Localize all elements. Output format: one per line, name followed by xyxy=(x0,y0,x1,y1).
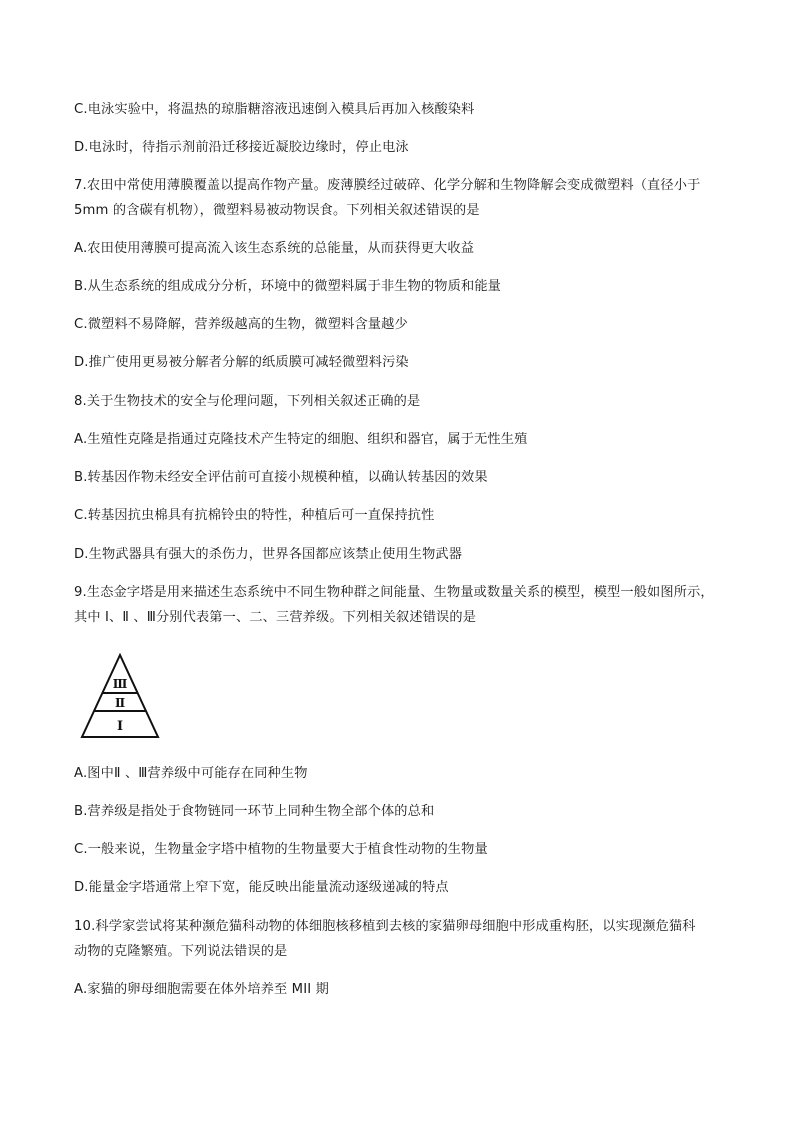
question-9-stem-line-2: 其中 Ⅰ、Ⅱ 、Ⅲ分别代表第一、二、三营养级。下列相关叙述错误的是 xyxy=(74,610,477,625)
question-10-option-a: A.家猫的卵母细胞需要在体外培养至 MII 期 xyxy=(74,982,329,997)
question-7-option-c: C.微塑料不易降解，营养级越高的生物，微塑料含量越少 xyxy=(74,317,408,332)
question-8-option-b: B.转基因作物未经安全评估前可直接小规模种植，以确认转基因的效果 xyxy=(74,470,488,485)
ecological-pyramid-figure xyxy=(80,653,160,739)
question-8-option-d: D.生物武器具有强大的杀伤力，世界各国都应该禁止使用生物武器 xyxy=(74,547,463,562)
question-8-option-a: A.生殖性克隆是指通过克隆技术产生特定的细胞、组织和器官，属于无性生殖 xyxy=(74,432,528,447)
pyramid-label-iii: Ⅲ xyxy=(112,677,128,691)
pyramid-label-ii: Ⅱ xyxy=(114,696,126,710)
pyramid-label-i: Ⅰ xyxy=(116,719,124,734)
question-9-option-b: B.营养级是指处于食物链同一环节上同种生物全部个体的总和 xyxy=(74,804,435,819)
question-7-stem-line-2: 5mm 的含碳有机物），微塑料易被动物误食。下列相关叙述错误的是 xyxy=(74,203,480,218)
question-7-option-b: B.从生态系统的组成成分分析，环境中的微塑料属于非生物的物质和能量 xyxy=(74,279,501,294)
question-9-option-c: C.一般来说，生物量金字塔中植物的生物量要大于植食性动物的生物量 xyxy=(74,842,488,857)
question-10-stem-line-2: 动物的克隆繁殖。下列说法错误的是 xyxy=(74,944,288,959)
question-7-stem-line-1: 7.农田中常使用薄膜覆盖以提高作物产量。废薄膜经过破碎、化学分解和生物降解会变成微塑料（直径小于 xyxy=(74,178,701,193)
question-10-stem-line-1: 10.科学家尝试将某种濒危猫科动物的体细胞核移植到去核的家猫卵母细胞中形成重构胚，以实现濒危猫科 xyxy=(74,919,696,934)
question-7-option-d: D.推广使用更易被分解者分解的纸质膜可减轻微塑料污染 xyxy=(74,355,409,370)
question-8-stem: 8.关于生物技术的安全与伦理问题，下列相关叙述正确的是 xyxy=(74,394,421,409)
question-8-option-c: C.转基因抗虫棉具有抗棉铃虫的特性，种植后可一直保持抗性 xyxy=(74,508,435,523)
question-9-option-d: D.能量金字塔通常上窄下宽，能反映出能量流动逐级递减的特点 xyxy=(74,880,449,895)
question-9-stem-line-1: 9.生态金字塔是用来描述生态系统中不同生物种群之间能量、生物量或数量关系的模型，模型一般如图所示， xyxy=(74,585,714,600)
option-c-electrophoresis: C.电泳实验中，将温热的琼脂糖溶液迅速倒入模具后再加入核酸染料 xyxy=(74,102,475,117)
question-7-option-a: A.农田使用薄膜可提高流入该生态系统的总能量，从而获得更大收益 xyxy=(74,241,475,256)
question-9-option-a: A.图中Ⅱ 、Ⅲ营养级中可能存在同种生物 xyxy=(74,766,308,781)
option-d-electrophoresis: D.电泳时，待指示剂前沿迁移接近凝胶边缘时，停止电泳 xyxy=(74,140,409,155)
